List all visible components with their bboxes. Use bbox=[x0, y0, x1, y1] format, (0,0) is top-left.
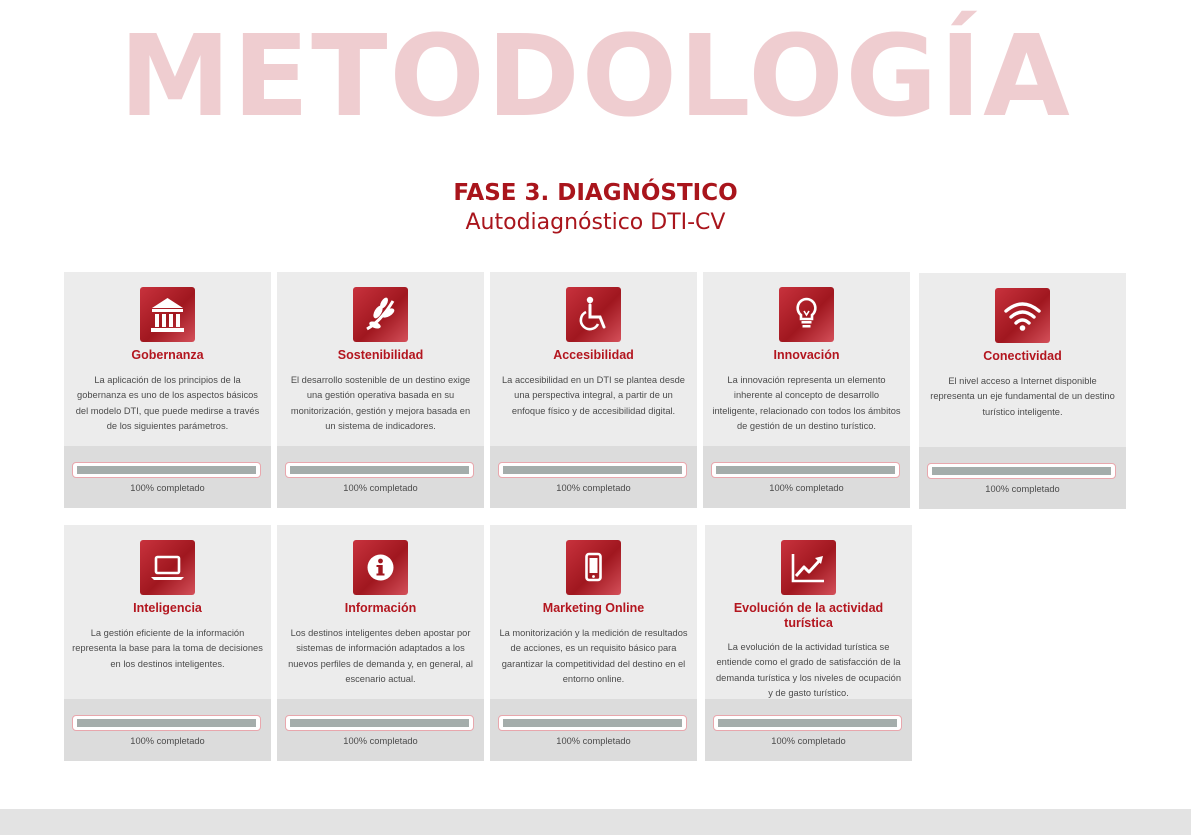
progress-bar bbox=[713, 715, 902, 731]
progress-label: 100% completado bbox=[130, 736, 205, 746]
card-conectividad[interactable] bbox=[919, 273, 1126, 509]
card-title: Evolución de la actividad turística bbox=[733, 601, 884, 630]
card-inteligencia[interactable] bbox=[64, 525, 271, 761]
progress-bar bbox=[498, 715, 687, 731]
card-description: La monitorización y la medición de resultados de acciones, es un requisito básico para garantizar la competitividad del destino en el entorno online. bbox=[499, 628, 688, 684]
card-title: Información bbox=[344, 601, 417, 615]
progress-fill bbox=[503, 466, 682, 474]
card-title: Accesibilidad bbox=[553, 348, 634, 362]
card-description: El desarrollo sostenible de un destino exige una gestión operativa basada en su monitorización, gestión y mejora basada en un sistema de indicadores. bbox=[290, 375, 471, 431]
card-description: La accesibilidad en un DTI se plantea desde una perspectiva integral, a partir de un enfoque físico y de accesibilidad digital. bbox=[502, 375, 685, 416]
progress-bar bbox=[72, 462, 261, 478]
trend-chart-icon bbox=[781, 540, 836, 595]
card-informacion[interactable] bbox=[277, 525, 484, 761]
progress-bar bbox=[72, 715, 261, 731]
progress-label: 100% completado bbox=[556, 736, 631, 746]
progress-bar bbox=[711, 462, 900, 478]
progress-fill bbox=[716, 466, 895, 474]
progress-fill bbox=[718, 719, 897, 727]
progress-fill bbox=[290, 466, 469, 474]
card-gobernanza[interactable] bbox=[64, 272, 271, 508]
progress-bar bbox=[285, 715, 474, 731]
card-title: Inteligencia bbox=[133, 601, 202, 615]
page-title: METODOLOGÍA bbox=[119, 12, 1072, 142]
progress-label: 100% completado bbox=[769, 483, 844, 493]
progress-fill bbox=[290, 719, 469, 727]
footer-bar bbox=[0, 809, 1191, 835]
progress-fill bbox=[503, 719, 682, 727]
card-description: La innovación representa un elemento inherente al concepto de desarrollo inteligente, relacionado con todos los ámbitos de gestión de un destino turístico. bbox=[712, 375, 901, 431]
card-description: La aplicación de los principios de la gobernanza es uno de los aspectos básicos del modelo DTI, que puede medirse a través de los siguientes parámetros. bbox=[75, 375, 260, 431]
card-description: La gestión eficiente de la información representa la base para la toma de decisiones en los destinos inteligentes. bbox=[72, 628, 263, 669]
wheelchair-icon bbox=[566, 287, 621, 342]
phase-subtitle: Autodiagnóstico DTI-CV bbox=[465, 210, 726, 235]
progress-fill bbox=[77, 466, 256, 474]
info-icon bbox=[353, 540, 408, 595]
progress-label: 100% completado bbox=[343, 483, 418, 493]
progress-label: 100% completado bbox=[556, 483, 631, 493]
sprout-icon bbox=[353, 287, 408, 342]
card-accesibilidad[interactable] bbox=[490, 272, 697, 508]
card-title: Innovación bbox=[773, 348, 840, 362]
progress-label: 100% completado bbox=[985, 484, 1060, 494]
card-sostenibilidad[interactable] bbox=[277, 272, 484, 508]
phase-title: FASE 3. DIAGNÓSTICO bbox=[453, 180, 738, 206]
card-description: Los destinos inteligentes deben apostar por sistemas de información adaptados a los nuevos perfiles de demanda y, en general, al escenario actual. bbox=[288, 628, 473, 684]
institution-icon bbox=[140, 287, 195, 342]
card-innovacion[interactable] bbox=[703, 272, 910, 508]
card-title: Marketing Online bbox=[542, 601, 645, 615]
progress-bar bbox=[927, 463, 1116, 479]
progress-label: 100% completado bbox=[771, 736, 846, 746]
card-description: La evolución de la actividad turística se entiende como el grado de satisfacción de la demanda turística y los niveles de ocupación y de gasto turístico. bbox=[715, 642, 901, 698]
card-description: El nivel acceso a Internet disponible representa un eje fundamental de un destino turístico inteligente. bbox=[930, 376, 1115, 417]
smartphone-icon bbox=[566, 540, 621, 595]
progress-bar bbox=[285, 462, 474, 478]
card-title: Conectividad bbox=[983, 349, 1062, 363]
laptop-icon bbox=[140, 540, 195, 595]
progress-fill bbox=[932, 467, 1111, 475]
lightbulb-icon bbox=[779, 287, 834, 342]
progress-label: 100% completado bbox=[130, 483, 205, 493]
card-marketing-online[interactable] bbox=[490, 525, 697, 761]
progress-label: 100% completado bbox=[343, 736, 418, 746]
wifi-icon bbox=[995, 288, 1050, 343]
card-title: Sostenibilidad bbox=[337, 348, 424, 362]
card-title: Gobernanza bbox=[131, 348, 204, 362]
progress-fill bbox=[77, 719, 256, 727]
card-evolucion-actividad-turistica[interactable] bbox=[705, 525, 912, 761]
progress-bar bbox=[498, 462, 687, 478]
